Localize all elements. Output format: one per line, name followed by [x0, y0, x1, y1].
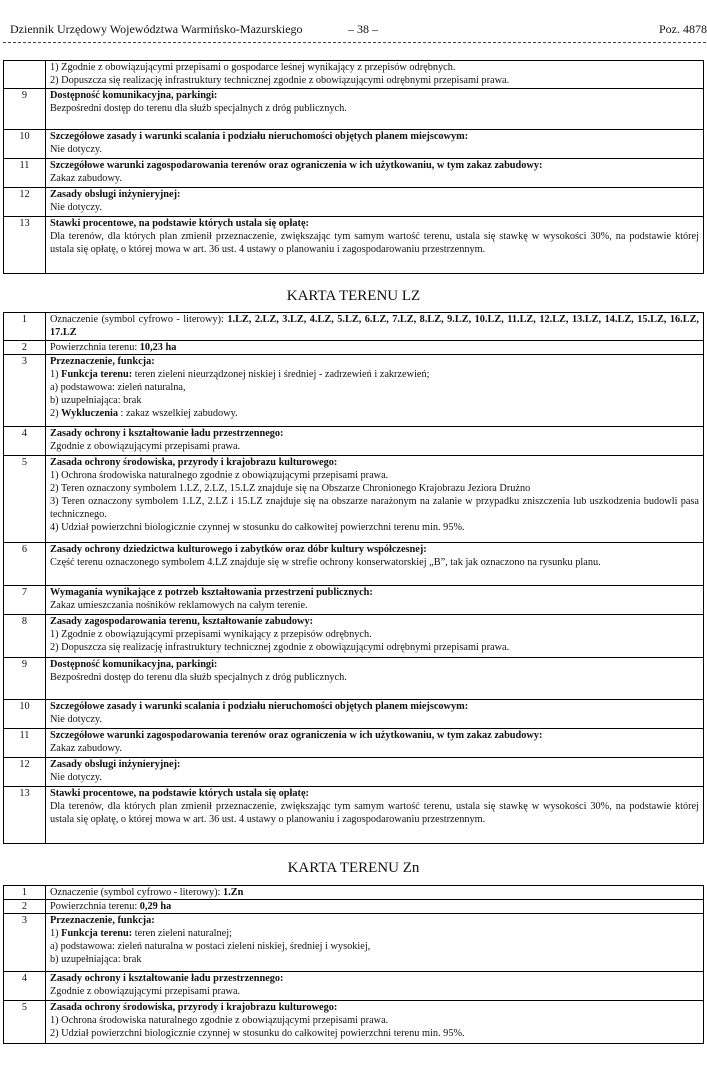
- row-number: 4: [4, 972, 46, 1001]
- row-number: 9: [4, 658, 46, 700]
- header-divider: [3, 42, 706, 43]
- row-heading: Dostępność komunikacyjna, parkingi:: [50, 90, 218, 101]
- table-row: [4, 217, 704, 274]
- row-number: 8: [4, 615, 46, 658]
- line: a) podstawowa: zieleń naturalna,: [50, 382, 186, 393]
- line: [50, 927, 699, 940]
- row-number: 10: [4, 130, 46, 159]
- row-content: [46, 615, 704, 658]
- row-number: 13: [4, 787, 46, 844]
- line: 1) Ochrona środowiska naturalnego zgodnie z obowiązującymi przepisami prawa.: [50, 1015, 389, 1026]
- row-content: [46, 758, 704, 787]
- row-text: Zgodnie z obowiązującymi przepisami prawa.: [50, 986, 241, 997]
- page-header: [10, 22, 707, 40]
- row-content: [46, 188, 704, 217]
- row-text: Dla terenów, dla których plan zmienił przeznaczenie, zwiększając tym samym wartość terenu, ustala się stawkę w wysokości 30%, na podstawie której ustala się opłatę, o której mowa w art. 36 ust. 4 ustawy o planowaniu i zagospodarowaniu przestrzennym.: [50, 801, 699, 825]
- table-row: [4, 159, 704, 188]
- card-zn-table: [3, 885, 704, 1044]
- table-row: [4, 586, 704, 615]
- table-row: [4, 427, 704, 456]
- row-content: [46, 61, 704, 89]
- journal-name: Dziennik Urzędowy Województwa Warmińsko-Mazurskiego: [10, 22, 303, 36]
- row-text: Nie dotyczy.: [50, 144, 102, 155]
- row-label: Oznaczenie (symbol cyfrowo - literowy):: [50, 887, 223, 898]
- row-heading: Stawki procentowe, na podstawie których ustala się opłatę:: [50, 218, 309, 229]
- row-text: Zakaz zabudowy.: [50, 743, 122, 754]
- line: [50, 368, 699, 381]
- line: 1) Zgodnie z obowiązującymi przepisami wynikający z przepisów odrębnych.: [50, 629, 372, 640]
- row-content: [46, 886, 704, 900]
- table-row: [4, 456, 704, 543]
- row-number: 9: [4, 89, 46, 130]
- row-heading: Zasady obsługi inżynieryjnej:: [50, 759, 181, 770]
- row-content: [46, 341, 704, 355]
- row-content: [46, 130, 704, 159]
- row-text: Nie dotyczy.: [50, 772, 102, 783]
- row-text: Dla terenów, dla których plan zmienił przeznaczenie, zwiększając tym samym wartość terenu, ustala się stawkę w wysokości 30%, na podstawie której ustala się opłatę, o której mowa w art. 36 ust. 4 ustawy o planowaniu i zagospodarowaniu przestrzennym.: [50, 231, 699, 255]
- row-content: [46, 658, 704, 700]
- row-number: 3: [4, 914, 46, 972]
- row-heading: Zasada ochrony środowiska, przyrody i krajobrazu kulturowego:: [50, 1002, 338, 1013]
- row-content: [46, 89, 704, 130]
- row-text: Część terenu oznaczonego symbolem 4.LZ znajduje się w strefie ochrony konserwatorskiej „B”, tak jak oznaczono na rysunku planu.: [50, 557, 601, 568]
- line-prefix: 1): [50, 928, 62, 939]
- line: 3) Teren oznaczony symbolem 1.LZ, 2.LZ i 15.LZ znajduje się na obszarze narażonym na zalanie w przypadku zniszczenia lub uszkodzenia budowli pasa technicznego.: [50, 496, 699, 520]
- table-row: [4, 972, 704, 1001]
- row-text: Bezpośredni dostęp do terenu dla służb specjalnych z dróg publicznych.: [50, 103, 347, 114]
- card-title-zn: KARTA TERENU Zn: [287, 860, 420, 876]
- line: b) uzupełniająca: brak: [50, 395, 142, 406]
- row-heading: Szczegółowe warunki zagospodarowania terenów oraz ograniczenia w ich użytkowaniu, w tym zakaz zabudowy:: [50, 160, 543, 171]
- table-row: [4, 615, 704, 658]
- row-content: [46, 729, 704, 758]
- row-heading: Przeznaczenie, funkcja:: [50, 915, 155, 926]
- line: 1) Zgodnie z obowiązującymi przepisami o gospodarce leśnej wynikający z przepisów odrębnych.: [50, 62, 456, 73]
- row-number: 11: [4, 729, 46, 758]
- row-content: [46, 355, 704, 427]
- table-row: [4, 61, 704, 89]
- table-row: [4, 543, 704, 586]
- row-text: Zgodnie z obowiązującymi przepisami prawa.: [50, 441, 241, 452]
- line: 4) Udział powierzchni biologicznie czynnej w stosunku do całkowitej powierzchni terenu min. 95%.: [50, 522, 465, 533]
- row-number: 12: [4, 758, 46, 787]
- line-prefix: 2): [50, 408, 62, 419]
- row-number: 5: [4, 456, 46, 543]
- row-heading: Szczegółowe zasady i warunki scalania i podziału nieruchomości objętych planem miejscowym:: [50, 131, 469, 142]
- line-text: teren zieleni nieurządzonej niskiej i średniej - zadrzewień i zakrzewień;: [132, 369, 430, 380]
- row-number: 4: [4, 427, 46, 456]
- row-number: [4, 61, 46, 89]
- row-heading: Przeznaczenie, funkcja:: [50, 356, 155, 367]
- row-text: Bezpośredni dostęp do terenu dla służb specjalnych z dróg publicznych.: [50, 672, 347, 683]
- table-row: [4, 787, 704, 844]
- table-row: [4, 758, 704, 787]
- table-row: [4, 900, 704, 914]
- row-number: 11: [4, 159, 46, 188]
- row-heading: Zasady ochrony i kształtowanie ładu przestrzennego:: [50, 428, 284, 439]
- row-number: 2: [4, 341, 46, 355]
- row-number: 7: [4, 586, 46, 615]
- row-number: 5: [4, 1001, 46, 1044]
- row-label: Powierzchnia terenu:: [50, 901, 140, 912]
- row-heading: Zasada ochrony środowiska, przyrody i krajobrazu kulturowego:: [50, 457, 338, 468]
- line: 1) Ochrona środowiska naturalnego zgodnie z obowiązującymi przepisami prawa.: [50, 470, 389, 481]
- line-prefix: 1): [50, 369, 62, 380]
- row-content: [46, 313, 704, 341]
- row-content: [46, 456, 704, 543]
- line-label: Wykluczenia: [61, 408, 118, 419]
- table-row: [4, 341, 704, 355]
- row-number: 3: [4, 355, 46, 427]
- row-heading: Zasady obsługi inżynieryjnej:: [50, 189, 181, 200]
- table-row: [4, 89, 704, 130]
- row-heading: Zasady ochrony dziedzictwa kulturowego i zabytków oraz dóbr kultury współczesnej:: [50, 544, 427, 555]
- table-row: [4, 886, 704, 900]
- line: 2) Udział powierzchni biologicznie czynnej w stosunku do całkowitej powierzchni terenu min. 95%.: [50, 1028, 465, 1039]
- row-value: 1.LZ, 2.LZ, 3.LZ, 4.LZ, 5.LZ, 6.LZ, 7.LZ, 8.LZ, 9.LZ, 10.LZ, 11.LZ, 12.LZ, 13.LZ, 14.LZ, 15.LZ, 16.LZ, 17.LZ: [50, 314, 700, 338]
- card-title-lz: KARTA TERENU LZ: [286, 288, 421, 304]
- line-label: Funkcja terenu:: [61, 928, 133, 939]
- row-heading: Zasady zagospodarowania terenu, kształtowanie zabudowy:: [50, 616, 314, 627]
- table-row: [4, 914, 704, 972]
- row-number: 1: [4, 886, 46, 900]
- row-content: [46, 217, 704, 274]
- continuation-table: [3, 60, 704, 274]
- line: 2) Teren oznaczony symbolem 1.LZ, 2.LZ, 15.LZ znajduje się na Obszarze Chronionego Krajobrazu Jeziora Drużno: [50, 483, 531, 494]
- row-content: [46, 543, 704, 586]
- row-number: 12: [4, 188, 46, 217]
- table-row: [4, 130, 704, 159]
- line-text: : zakaz wszelkiej zabudowy.: [117, 408, 238, 419]
- table-row: [4, 700, 704, 729]
- row-label: Powierzchnia terenu:: [50, 342, 140, 353]
- line-text: teren zieleni naturalnej;: [132, 928, 232, 939]
- row-value: 10,23 ha: [139, 342, 177, 353]
- position-number: Poz. 4878: [659, 22, 707, 36]
- page-number: – 38 –: [348, 22, 378, 36]
- row-text: Zakaz umieszczania nośników reklamowych na całym terenie.: [50, 600, 308, 611]
- table-row: [4, 658, 704, 700]
- line-label: Funkcja terenu:: [61, 369, 133, 380]
- row-heading: Stawki procentowe, na podstawie których ustala się opłatę:: [50, 788, 309, 799]
- row-value: 1.Zn: [222, 887, 244, 898]
- row-text: Nie dotyczy.: [50, 202, 102, 213]
- line: [50, 407, 699, 420]
- row-content: [46, 159, 704, 188]
- row-content: [46, 427, 704, 456]
- line: b) uzupełniająca: brak: [50, 954, 142, 965]
- row-number: 1: [4, 313, 46, 341]
- row-heading: Dostępność komunikacyjna, parkingi:: [50, 659, 218, 670]
- table-row: [4, 188, 704, 217]
- table-row: [4, 313, 704, 341]
- row-heading: Zasady ochrony i kształtowanie ładu przestrzennego:: [50, 973, 284, 984]
- table-row: [4, 1001, 704, 1044]
- row-content: [46, 787, 704, 844]
- row-content: [46, 586, 704, 615]
- table-row: [4, 355, 704, 427]
- row-heading: Szczegółowe warunki zagospodarowania terenów oraz ograniczenia w ich użytkowaniu, w tym zakaz zabudowy:: [50, 730, 543, 741]
- row-content: [46, 914, 704, 972]
- line: 2) Dopuszcza się realizację infrastruktury technicznej zgodnie z obowiązującymi odrębnymi przepisami prawa.: [50, 75, 510, 86]
- line: a) podstawowa: zieleń naturalna w postaci zieleni niskiej, średniej i wysokiej,: [50, 941, 371, 952]
- row-number: 6: [4, 543, 46, 586]
- row-number: 2: [4, 900, 46, 914]
- row-value: 0,29 ha: [139, 901, 172, 912]
- row-number: 10: [4, 700, 46, 729]
- row-content: [46, 900, 704, 914]
- row-text: Zakaz zabudowy.: [50, 173, 122, 184]
- row-content: [46, 700, 704, 729]
- card-lz-table: [3, 312, 704, 844]
- row-text: Nie dotyczy.: [50, 714, 102, 725]
- row-label: Oznaczenie (symbol cyfrowo - literowy):: [50, 314, 228, 325]
- row-heading: Szczegółowe zasady i warunki scalania i podziału nieruchomości objętych planem miejscowym:: [50, 701, 469, 712]
- row-number: 13: [4, 217, 46, 274]
- table-row: [4, 729, 704, 758]
- line: 2) Dopuszcza się realizację infrastruktury technicznej zgodnie z obowiązującymi odrębnymi przepisami prawa.: [50, 642, 510, 653]
- row-content: [46, 972, 704, 1001]
- row-content: [46, 1001, 704, 1044]
- row-heading: Wymagania wynikające z potrzeb kształtowania przestrzeni publicznych:: [50, 587, 373, 598]
